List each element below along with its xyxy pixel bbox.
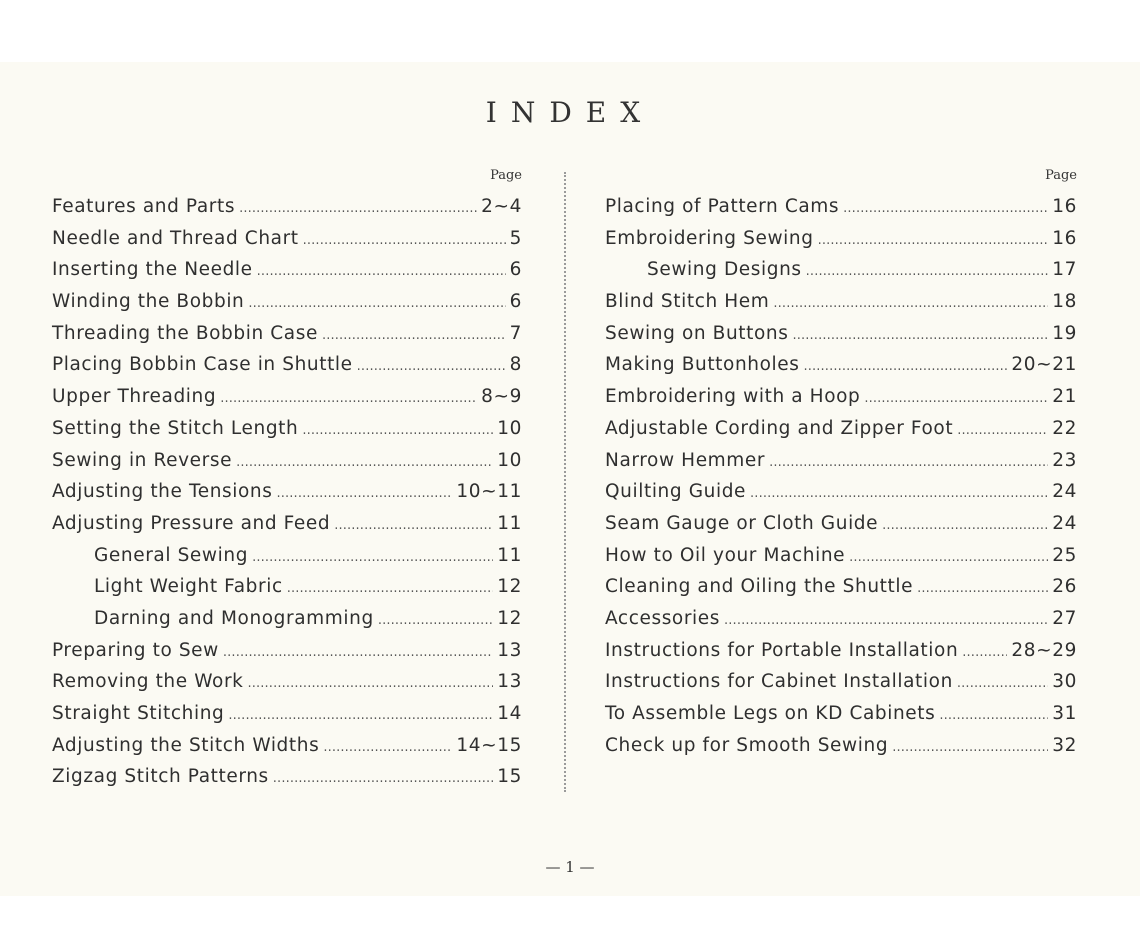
entry-page-number: 8 [509, 354, 522, 376]
dot-leader [917, 581, 1048, 596]
index-entry [52, 354, 522, 386]
index-page [0, 62, 1140, 896]
entry-label: Winding the Bobbin [52, 291, 245, 313]
index-entry [52, 291, 522, 323]
index-entry [605, 481, 1077, 513]
entry-label: To Assemble Legs on KD Cabinets [605, 703, 936, 724]
entry-label: Adjusting the Stitch Widths [52, 734, 320, 756]
entry-label: Sewing in Reverse [52, 449, 233, 471]
entry-page-number: 6 [509, 259, 522, 281]
index-entry [52, 608, 522, 640]
entry-page-number: 24 [1052, 481, 1077, 503]
dot-leader [882, 518, 1048, 533]
entry-page-number: 15 [497, 766, 522, 788]
entry-label: Placing of Pattern Cams [605, 196, 840, 217]
entry-page-number: 20~21 [1011, 354, 1077, 376]
entry-label: Threading the Bobbin Case [52, 322, 318, 344]
index-entry [52, 735, 522, 767]
dot-leader [939, 708, 1048, 723]
entry-page-number: 5 [509, 227, 522, 249]
entry-page-number: 22 [1052, 417, 1077, 439]
dot-leader [220, 391, 477, 406]
dot-leader [322, 328, 506, 343]
dot-leader [228, 708, 493, 723]
entry-page-number: 31 [1052, 703, 1077, 724]
index-entry [52, 545, 522, 577]
entry-page-number: 7 [509, 322, 522, 344]
entry-label: Inserting the Needle [52, 259, 253, 281]
entry-label: Upper Threading [52, 386, 217, 408]
index-entry [52, 386, 522, 418]
dot-leader [277, 486, 453, 501]
entry-label: Accessories [605, 607, 721, 629]
entry-page-number: 16 [1052, 196, 1077, 217]
index-entry [605, 545, 1077, 577]
dot-leader [273, 771, 493, 786]
dot-leader [957, 676, 1048, 691]
dot-leader [247, 676, 493, 691]
dot-leader [849, 550, 1048, 565]
dot-leader [334, 518, 493, 533]
page-column-heading-left: Page [490, 168, 522, 183]
entry-label: Needle and Thread Chart [52, 227, 299, 249]
index-column-right [605, 168, 1077, 766]
entry-page-number: 24 [1052, 512, 1077, 534]
dot-leader [806, 264, 1049, 279]
dot-leader [792, 328, 1048, 343]
entry-label: Cleaning and Oiling the Shuttle [605, 576, 914, 598]
entry-label: Adjusting the Tensions [52, 481, 273, 503]
entry-label: Quilting Guide [605, 481, 747, 503]
index-entry [605, 640, 1077, 672]
index-entry [605, 671, 1077, 703]
index-entry [605, 576, 1077, 608]
entry-page-number: 19 [1052, 322, 1077, 344]
entry-page-number: 27 [1052, 607, 1077, 629]
index-list-left [52, 196, 522, 798]
index-entry [52, 196, 522, 228]
entry-page-number: 14 [497, 703, 522, 724]
entry-label: Embroidering with a Hoop [605, 386, 861, 408]
entry-page-number: 32 [1052, 734, 1077, 756]
entry-label: Instructions for Cabinet Installation [605, 671, 953, 693]
index-entry [52, 671, 522, 703]
page-number: — 1 — [545, 858, 595, 876]
dot-leader [750, 486, 1048, 501]
dot-leader [892, 740, 1048, 755]
dot-leader [962, 645, 1007, 660]
entry-page-number: 25 [1052, 544, 1077, 566]
dot-leader [864, 391, 1048, 406]
index-entry [52, 228, 522, 260]
index-entry [52, 513, 522, 545]
dot-leader [236, 455, 493, 470]
entry-page-number: 12 [497, 607, 522, 629]
dot-leader [843, 201, 1048, 216]
entry-page-number: 12 [497, 576, 522, 598]
index-entry [605, 703, 1077, 735]
entry-label: Narrow Hemmer [605, 449, 766, 471]
entry-page-number: 17 [1052, 259, 1077, 281]
entry-label: Setting the Stitch Length [52, 417, 299, 439]
entry-page-number: 2~4 [481, 196, 522, 217]
index-entry [605, 259, 1077, 291]
index-entry [605, 354, 1077, 386]
dot-leader [769, 455, 1048, 470]
entry-label: Darning and Monogramming [94, 607, 374, 629]
entry-page-number: 11 [497, 544, 522, 566]
dot-leader [773, 296, 1048, 311]
index-entry [52, 418, 522, 450]
index-entry [605, 608, 1077, 640]
index-entry [52, 323, 522, 355]
entry-label: Adjustable Cording and Zipper Foot [605, 417, 954, 439]
index-list-right [605, 196, 1077, 766]
entry-label: Preparing to Sew [52, 639, 219, 661]
dot-leader [252, 550, 493, 565]
dot-leader [303, 233, 506, 248]
dot-leader [257, 264, 506, 279]
entry-label: Zigzag Stitch Patterns [52, 766, 269, 788]
column-divider [564, 172, 566, 792]
entry-label: Adjusting Pressure and Feed [52, 512, 331, 534]
index-entry [605, 228, 1077, 260]
entry-label: Sewing Designs [647, 259, 802, 281]
entry-page-number: 23 [1052, 449, 1077, 471]
entry-page-number: 14~15 [456, 734, 522, 756]
index-title: INDEX [485, 96, 655, 129]
index-entry [605, 196, 1077, 228]
dot-leader [223, 645, 493, 660]
entry-page-number: 18 [1052, 291, 1077, 313]
entry-page-number: 13 [497, 639, 522, 661]
dot-leader [302, 423, 493, 438]
index-entry [605, 513, 1077, 545]
dot-leader [957, 423, 1048, 438]
dot-leader [803, 359, 1007, 374]
index-entry [52, 640, 522, 672]
entry-page-number: 10 [497, 417, 522, 439]
entry-page-number: 30 [1052, 671, 1077, 693]
entry-label: Blind Stitch Hem [605, 291, 770, 313]
dot-leader [323, 740, 452, 755]
entry-label: Straight Stitching [52, 703, 225, 724]
entry-label: Sewing on Buttons [605, 322, 789, 344]
entry-page-number: 28~29 [1011, 639, 1077, 661]
entry-label: Placing Bobbin Case in Shuttle [52, 354, 353, 376]
index-entry [52, 703, 522, 735]
index-entry [605, 450, 1077, 482]
index-entry [52, 481, 522, 513]
index-entry [605, 386, 1077, 418]
entry-label: Light Weight Fabric [94, 576, 283, 598]
dot-leader [378, 613, 493, 628]
entry-label: Removing the Work [52, 671, 244, 693]
index-column-left [52, 168, 522, 798]
index-entry [52, 450, 522, 482]
page-column-heading-right: Page [1045, 168, 1077, 183]
entry-label: How to Oil your Machine [605, 544, 846, 566]
entry-label: General Sewing [94, 544, 249, 566]
index-entry [52, 766, 522, 798]
entry-label: Features and Parts [52, 196, 236, 217]
dot-leader [248, 296, 505, 311]
entry-label: Making Buttonholes [605, 354, 800, 376]
index-entry [605, 291, 1077, 323]
entry-label: Embroidering Sewing [605, 227, 814, 249]
entry-page-number: 6 [509, 291, 522, 313]
entry-page-number: 10 [497, 449, 522, 471]
dot-leader [357, 359, 506, 374]
dot-leader [818, 233, 1049, 248]
entry-page-number: 13 [497, 671, 522, 693]
entry-label: Instructions for Portable Installation [605, 639, 959, 661]
entry-page-number: 26 [1052, 576, 1077, 598]
entry-page-number: 21 [1052, 386, 1077, 408]
dot-leader [239, 201, 477, 216]
entry-page-number: 10~11 [456, 481, 522, 503]
entry-page-number: 8~9 [481, 386, 522, 408]
index-entry [52, 576, 522, 608]
entry-label: Check up for Smooth Sewing [605, 734, 889, 756]
dot-leader [287, 581, 494, 596]
entry-page-number: 11 [497, 512, 522, 534]
dot-leader [724, 613, 1048, 628]
index-entry [605, 735, 1077, 767]
entry-label: Seam Gauge or Cloth Guide [605, 512, 879, 534]
index-entry [605, 323, 1077, 355]
index-entry [605, 418, 1077, 450]
index-entry [52, 259, 522, 291]
entry-page-number: 16 [1052, 227, 1077, 249]
